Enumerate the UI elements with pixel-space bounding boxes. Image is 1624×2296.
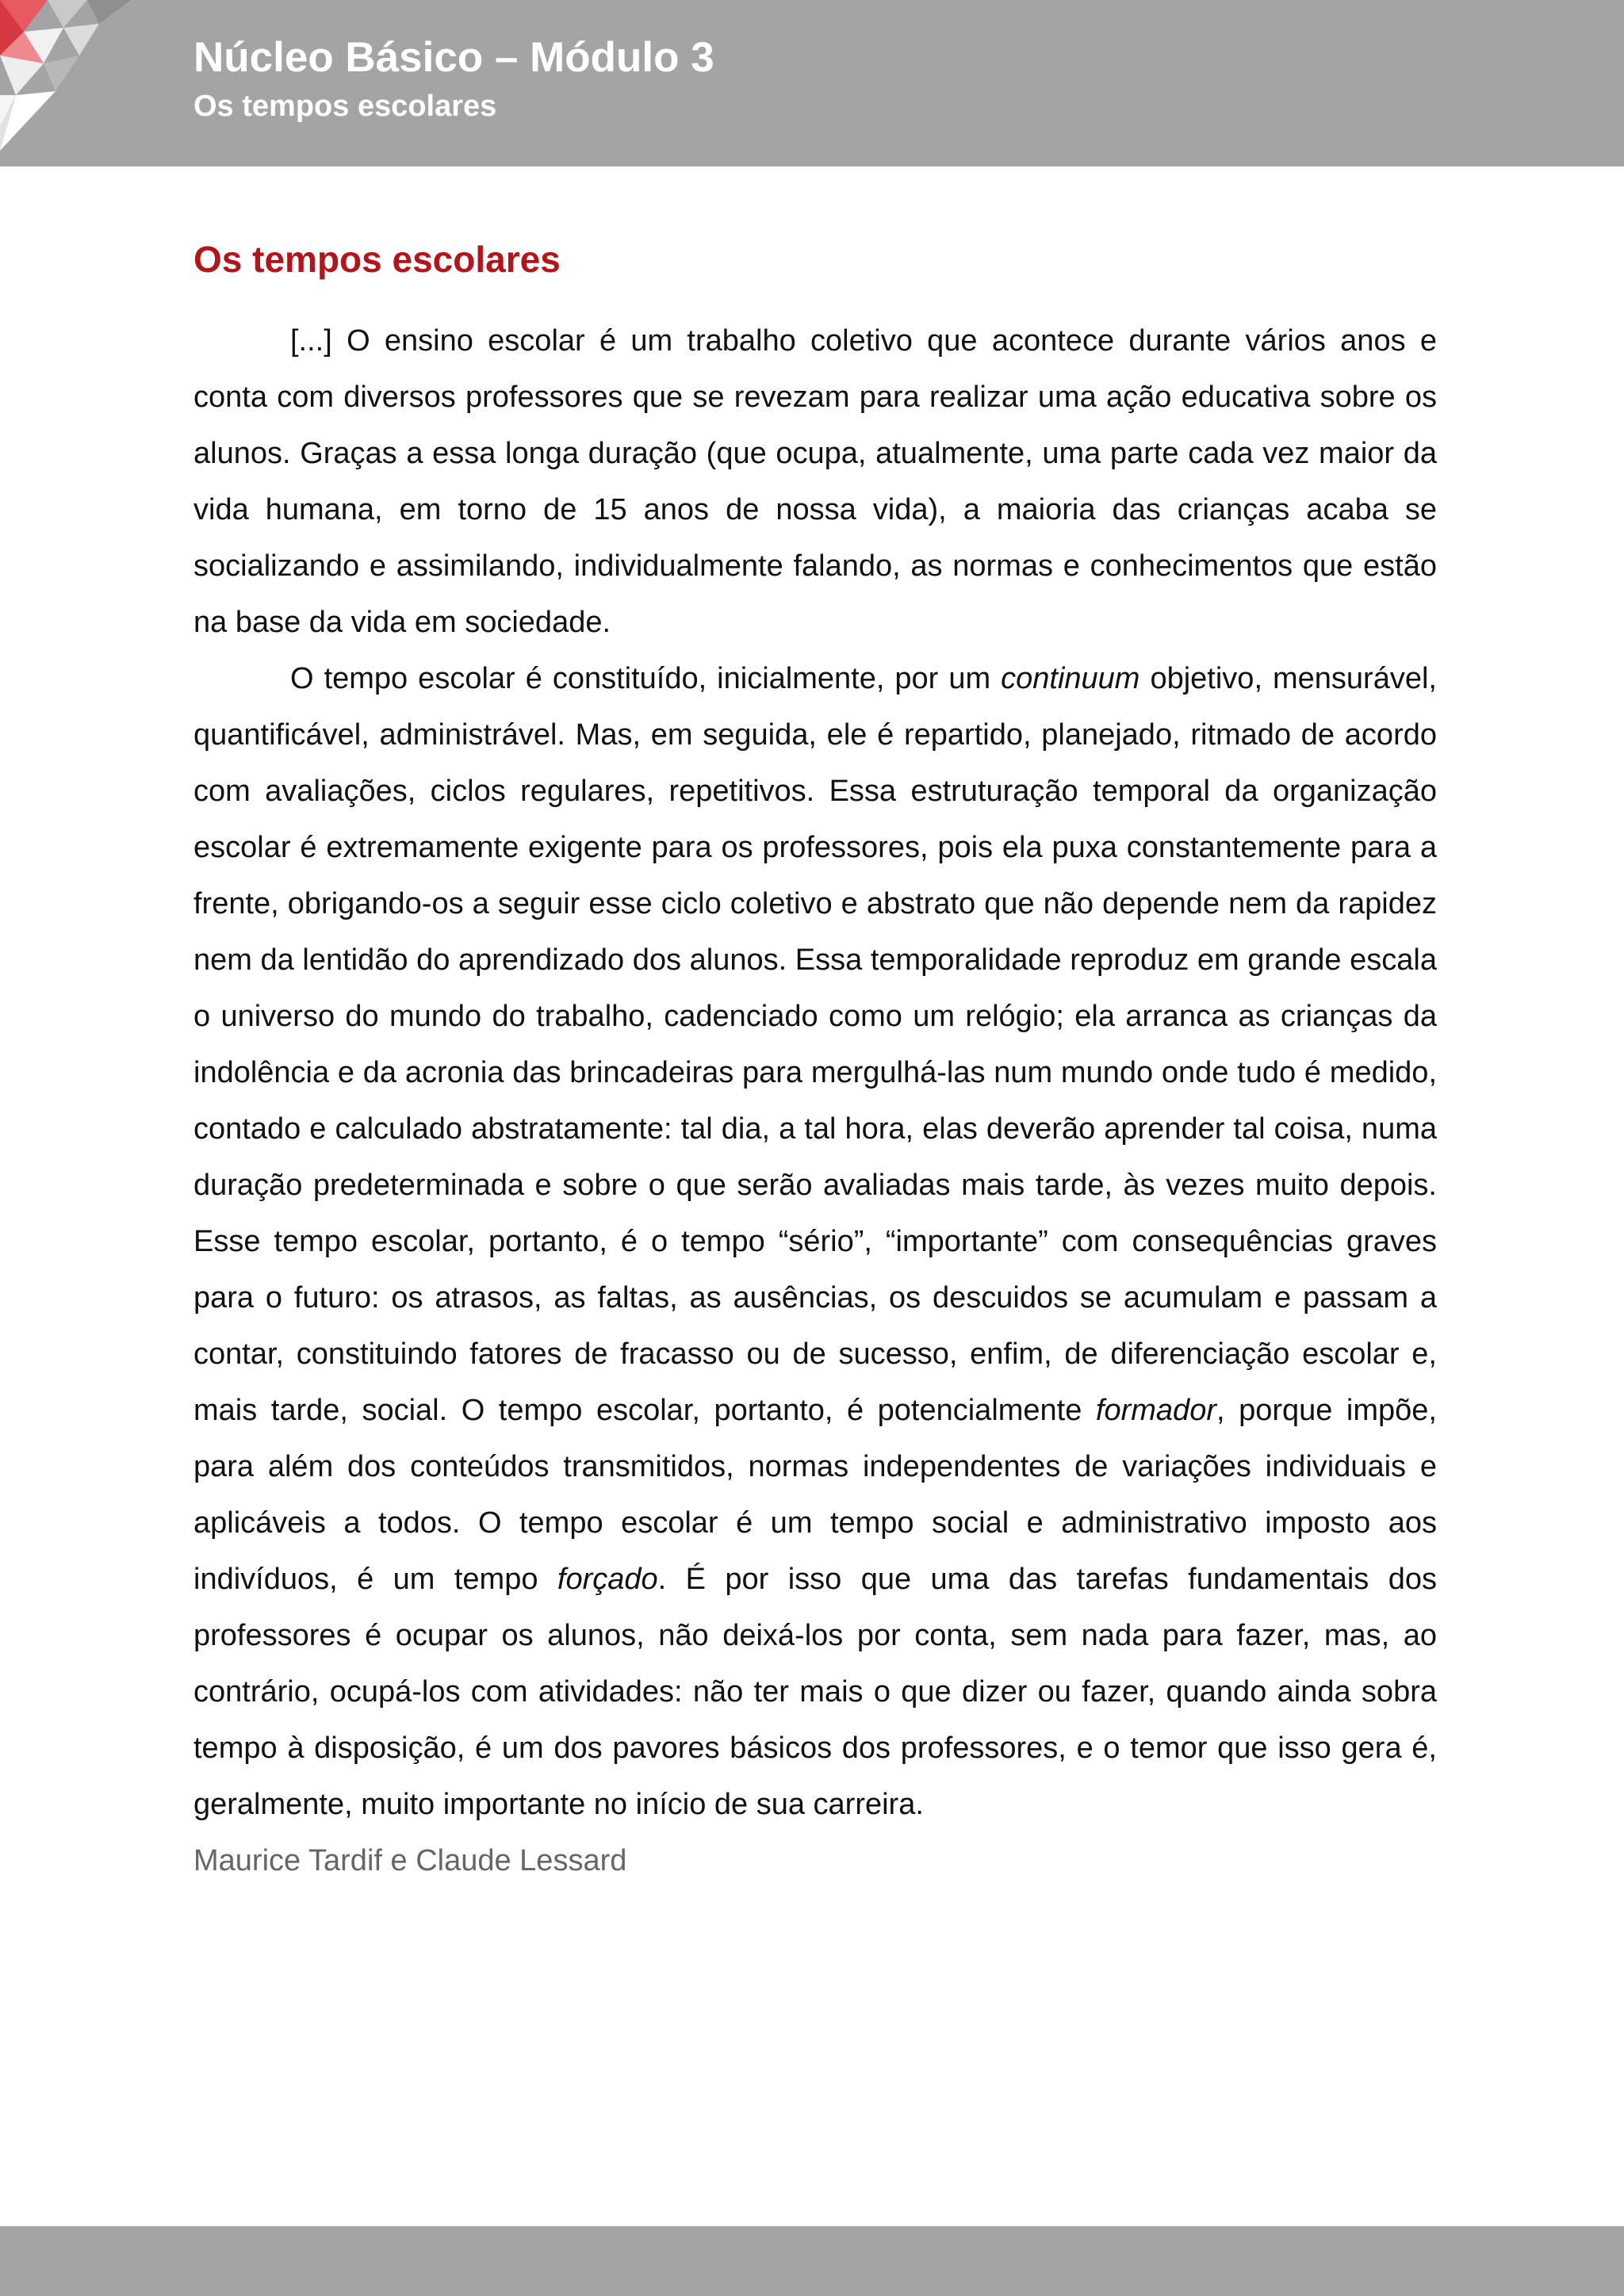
paragraph-2 <box>193 651 1437 1833</box>
paragraph-2-text-3: , porque impõe, para além dos conteúdos transmitidos, normas independentes de variações individuais e aplicáveis a todos. O tempo escolar é um tempo social e administrativo imposto aos indivíduos, é um tempo <box>193 1394 1437 1597</box>
paragraph-1: [...] O ensino escolar é um trabalho coletivo que acontece durante vários anos e conta com diversos professores que se revezam para realizar uma ação educativa sobre os alunos. Graças a essa longa duração (que ocupa, atualmente, uma parte cada vez maior da vida humana, em torno de 15 anos de nossa vida), a maioria das crianças acaba se socializando e assimilando, individualmente falando, as normas e conhecimentos que estão na base da vida em sociedade. <box>193 324 1437 640</box>
header-title: Núcleo Básico – Módulo 3 <box>193 34 714 81</box>
page-header <box>0 0 1624 166</box>
article-title: Os tempos escolares <box>193 239 561 280</box>
article-content <box>193 238 1437 1889</box>
paragraph-2-text-4: . É por isso que uma das tarefas fundamentais dos professores é ocupar os alunos, não deixá-los por conta, sem nada para fazer, mas, ao contrário, ocupá-los com atividades: não ter mais o que dizer ou fazer, quando ainda sobra tempo à disposição, é um dos pavores básicos dos professores, e o temor que isso gera é, geralmente, muito importante no início de sua carreira. <box>193 1563 1437 1822</box>
geometric-logo-decoration <box>0 0 135 159</box>
paragraph-2-text-2: objetivo, mensurável, quantificável, administrável. Mas, em seguida, ele é repartido, planejado, ritmado de acordo com avaliações, ciclos regulares, repetitivos. Essa estruturação temporal da organização escolar é extremamente exigente para os professores, pois ela puxa constantemente para a frente, obrigando-os a seguir esse ciclo coletivo e abstrato que não depende nem da rapidez nem da lentidão do aprendizado dos alunos. Essa temporalidade reproduz em grande escala o universo do mundo do trabalho, cadenciado como um relógio; ela arranca as crianças da indolência e da acronia das brincadeiras para mergulhá-las num mundo onde tudo é medido, contado e calculado abstratamente: tal dia, a tal hora, elas deverão aprender tal coisa, numa duração predeterminada e sobre o que serão avaliadas mais tarde, às vezes muito depois. Esse tempo escolar, portanto, é o tempo “sério”, “importante” com consequências graves para o futuro: os atrasos, as faltas, as ausências, os descuidos se acumulam e passam a contar, constituindo fatores de fracasso ou de sucesso, enfim, de diferenciação escolar e, mais tarde, social. O tempo escolar, portanto, é potencialmente <box>193 662 1437 1428</box>
paragraph-2-italic-forcado: forçado <box>557 1563 658 1597</box>
paragraph-2-italic-formador: formador <box>1095 1394 1216 1428</box>
page-footer <box>0 2226 1624 2296</box>
paragraph-2-italic-continuum: continuum <box>1001 662 1140 696</box>
paragraph-2-text-1: O tempo escolar é constituído, inicialmente, por um <box>290 662 1002 696</box>
author-credit: Maurice Tardif e Claude Lessard <box>193 1844 627 1878</box>
header-subtitle: Os tempos escolares <box>193 90 497 123</box>
